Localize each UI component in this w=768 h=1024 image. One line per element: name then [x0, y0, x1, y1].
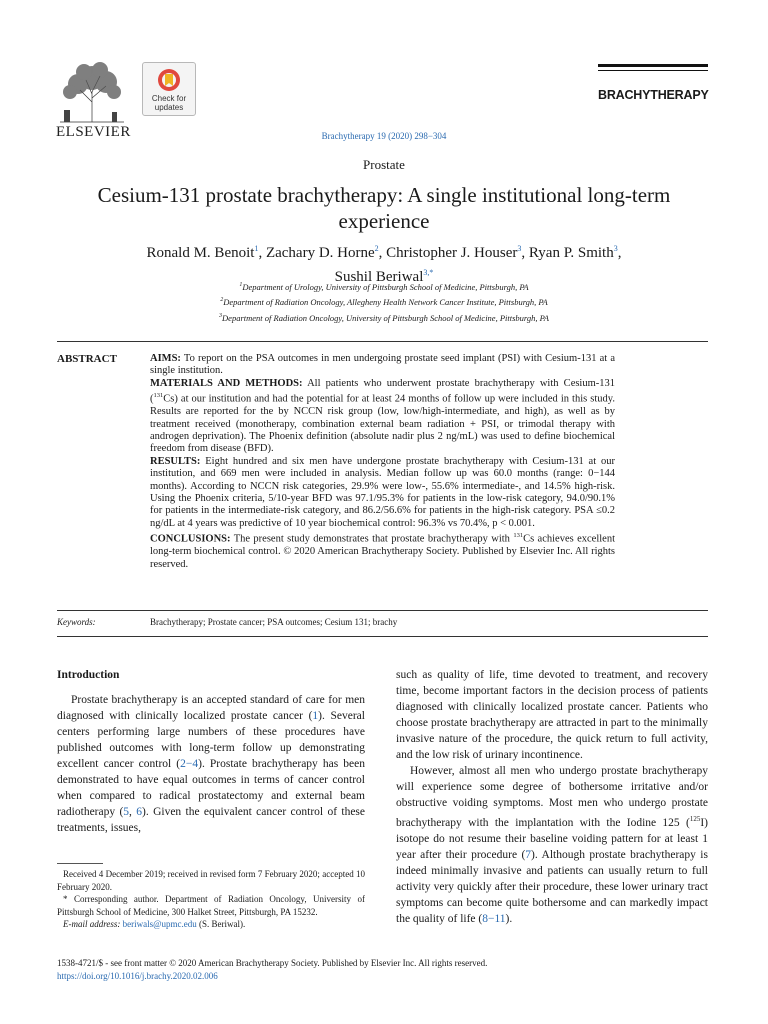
citation-link[interactable]: 1 — [312, 710, 319, 722]
abstract-top-rule — [57, 341, 708, 342]
author-name: Ryan P. Smith — [528, 245, 614, 261]
paragraph: Prostate brachytherapy is an accepted standard of care for men diagnosed with clinically localized prostate cancer (1). Several centers performing large numbers of these procedures have published outcomes with long-term follow up demonstrating excellent cancer control (2−4). Prostate brachytherapy has been demonstrated to have equal outcomes in terms of cancer control when compared to radical prostatectomy and external beam radiotherapy (5, 6). Given the equivalent cancer control of these treatments, issues, — [57, 694, 365, 834]
citation-link[interactable]: 7 — [525, 848, 532, 861]
journal-brand: BRACHYTHERAPY — [598, 88, 709, 102]
affiliation: $^3$Department of Radiation Oncology, University of Pittsburgh School of Medicine, Pittsburgh, PA — [219, 312, 549, 323]
author-list: Ronald M. Benoit$^1$, Zachary D. Horne$^2$, Christopher J. Houser$^3$, Ryan P. Smith$^3$, Sushil Beriwal$^{3,*}$ — [146, 244, 622, 285]
keywords-list: Brachytherapy; Prostate cancer; PSA outcomes; Cesium 131; brachy — [150, 617, 398, 627]
abstract-body — [150, 353, 615, 571]
abstract-results: RESULTS: Eight hundred and six men have undergone prostate brachytherapy with Cesium-131 at our institution, and 669 men were included in analysis. Median follow up was 60.0 months (range: 0−144 months). According to NCCN risk categories, 29.9% were low-, 55.6% intermediate-, and 14.5% high-risk. Using the Phoenix criteria, 5/10-year BFD was 97.1/95.3% for patients in the low-risk category, 94.0/90.1% for patients in the intermediate-risk category, and 86.2/56.6% for patients in the high-risk category. PSA ≤0.2 ng/dL at 4 years was predictive of 10 year biochemical control: 96.3% vs 70.4%, p < 0.001. — [150, 455, 615, 529]
corresponding-author: * Corresponding author. Department of Radiation Oncology, University of Pittsburgh School of Medicine, 300 Halket Street, Pittsburgh, PA 15232. — [57, 894, 365, 917]
issn-line: 1538-4721/$ - see front matter © 2020 American Brachytherapy Society. Published by Elsevier Inc. All rights reserved. — [57, 958, 488, 968]
email-link[interactable]: beriwals@upmc.edu — [122, 919, 197, 929]
received-dates: Received 4 December 2019; received in revised form 7 February 2020; accepted 10 February 2020. — [57, 869, 365, 892]
page-footer — [57, 957, 708, 983]
check-label-line1: Check for — [151, 94, 187, 103]
author-name: Christopher J. Houser — [386, 245, 518, 261]
article-section: Prostate — [363, 157, 405, 172]
citation-link[interactable]: 2−4 — [180, 758, 199, 770]
check-for-updates-button[interactable] — [142, 62, 196, 116]
email-line: E-mail address: beriwals@upmc.edu (S. Beriwal). — [63, 919, 246, 929]
keywords-top-rule — [57, 610, 708, 611]
abstract-methods: MATERIALS AND METHODS: All patients who underwent prostate brachytherapy with Cesium-131 ($^{131}$Cs) at our institution and had the potential for at least 24 months of follow up were included in this study. Results are reported for the by NCCN risk group (low, low/high-intermediate, and high), as well as by treatment received (monotherapy, combination external beam radiation + PSI, or trimodal therapy with androgen deprivation). The Phoenix definition (absolute nadir plus 2 ng/mL) was used to define biochemical freedom from disease (BFD). — [150, 377, 616, 455]
citation-link[interactable]: 8−11 — [482, 912, 506, 925]
brand-rule-thin — [598, 70, 708, 71]
author-name: Zachary D. Horne — [265, 245, 375, 261]
keywords-bottom-rule — [57, 636, 708, 637]
footnotes — [57, 868, 365, 931]
author-affil-link[interactable]: 3 — [613, 244, 618, 253]
doi-link[interactable]: https://doi.org/10.1016/j.brachy.2020.02.006 — [57, 971, 218, 981]
paragraph: such as quality of life, time devoted to treatment, and recovery time, become important factors in the decision process of patients diagnosed with clinically localized prostate cancer. Patients who choose prostate brachytherapy are attracted in part to the minimally invasive nature of the procedure, the quick return to full activity, and the low risk of urinary incontinence. — [396, 669, 708, 761]
section-heading: Introduction — [57, 669, 120, 681]
affiliation: $^1$Department of Urology, University of Pittsburgh School of Medicine, Pittsburgh, PA — [239, 281, 529, 292]
citation-link[interactable]: 6 — [136, 806, 143, 818]
keywords-label: Keywords: — [57, 617, 96, 627]
affiliation: $^2$Department of Radiation Oncology, Allegheny Health Network Cancer Institute, Pittsburgh, PA — [220, 297, 548, 308]
author-affil-link[interactable]: 3,* — [423, 268, 434, 277]
author-affil-link[interactable]: 2 — [374, 244, 379, 253]
abstract-conclusions: CONCLUSIONS: The present study demonstrates that prostate brachytherapy with $^{131}$Cs achieves excellent long-term biochemical control. © 2020 American Brachytherapy Society. Published by Elsevier Inc. All rights reserved. — [150, 532, 615, 570]
journal-reference-link[interactable]: Brachytherapy 19 (2020) 298−304 — [321, 131, 447, 141]
article-title: Cesium-131 prostate brachytherapy: A single institutional long-term experience — [97, 183, 671, 233]
check-for-updates-icon — [157, 68, 181, 92]
author-name: Sushil Beriwal — [334, 269, 424, 285]
author-affil-link[interactable]: 1 — [254, 244, 259, 253]
citation-link[interactable]: 5 — [123, 806, 130, 818]
elsevier-tree-logo-icon — [56, 62, 128, 124]
abstract-aims: AIMS: To report on the PSA outcomes in men undergoing prostate seed implant (PSI) with Cesium-131 at a single institution. — [150, 353, 616, 377]
brand-rule-thick — [598, 64, 708, 67]
publisher-name: ELSEVIER — [56, 124, 131, 140]
affiliation-list — [60, 279, 708, 325]
body-left-column — [57, 667, 365, 836]
author-name: Ronald M. Benoit — [146, 245, 255, 261]
footnote-rule — [57, 863, 103, 864]
abstract-label: ABSTRACT — [57, 353, 117, 365]
paragraph: However, almost all men who undergo prostate brachytherapy will experience some degree of bothersome irritative and/or obstructive voiding symptoms. Most men who undergo prostate brachytherapy with the implantation with the Iodine 125 ($^{125}$I) isotope do not resume their baseline voiding pattern for at least 1 year after their procedure (7). Although prostate brachytherapy is indeed minimally invasive and patients can usually return to full activity very quickly after their procedure, these lower urinary tract symptoms can become quite bothersome and can markedly impact the quality of life (8−11). — [396, 765, 708, 925]
author-affil-link[interactable]: 3 — [517, 244, 522, 253]
body-right-column — [396, 667, 708, 927]
check-label-line2: updates — [154, 102, 184, 112]
